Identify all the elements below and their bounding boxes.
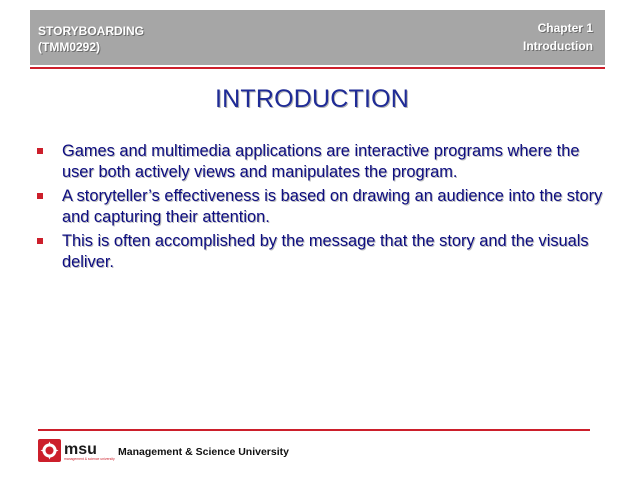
footer-divider [38,429,590,431]
chapter-topic: Introduction [523,39,593,53]
square-bullet-icon [37,193,43,199]
square-bullet-icon [37,148,43,154]
course-info [38,23,144,55]
bullet-text: A storyteller’s effectiveness is based on drawing an audience into the story and capturing their attention. [62,187,603,226]
bullet-item [35,141,610,183]
bullet-item [35,231,610,273]
slide-header [30,10,605,65]
logo-subtext: management & science university [64,457,115,461]
msu-logo [37,435,115,465]
course-name: STORYBOARDING [38,24,145,38]
bullet-list [35,141,610,276]
bullet-item [35,186,610,228]
header-divider [30,67,605,69]
bullet-text: This is often accomplished by the message that the story and the visuals deliver. [62,232,589,271]
square-bullet-icon [37,238,43,244]
bullet-text: Games and multimedia applications are interactive programs where the user both actively views and manipulates the program. [62,142,580,181]
course-code: (TMM0292) [38,40,101,54]
chapter-info [523,19,593,55]
logo-wordmark: msu [64,441,97,458]
footer-institution: Management & Science University [118,446,289,458]
slide-title: INTRODUCTION [214,85,410,113]
chapter-label: Chapter 1 [537,21,593,35]
